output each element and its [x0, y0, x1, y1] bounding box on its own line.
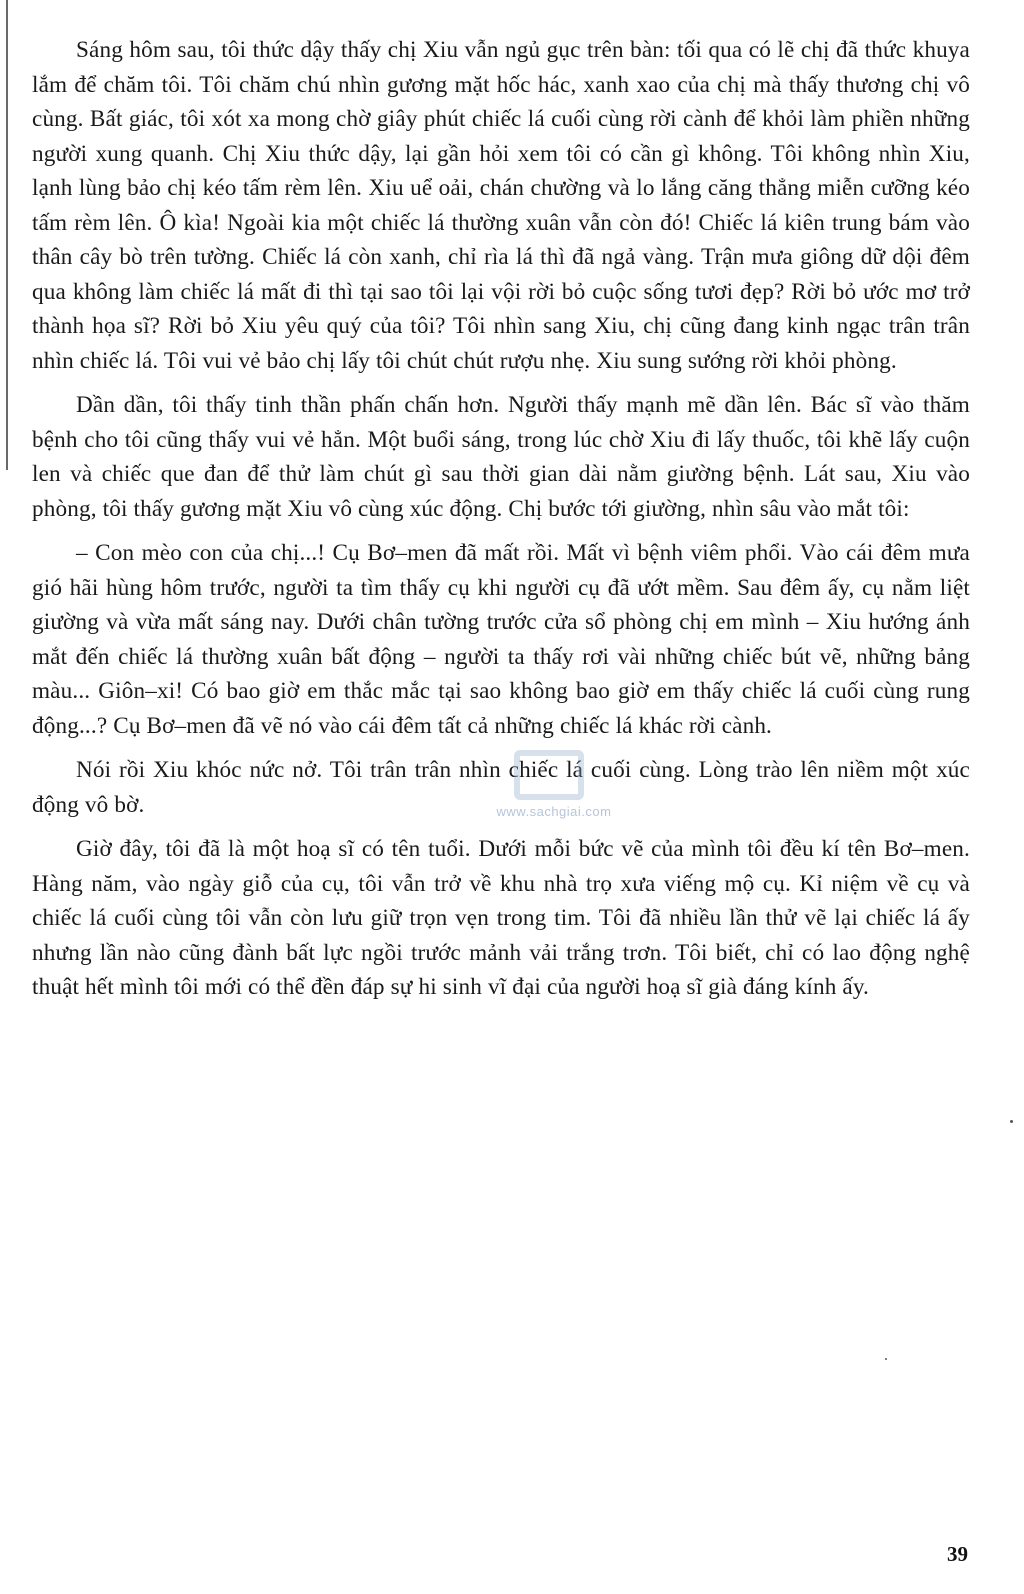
left-margin-rule: [6, 0, 8, 470]
paragraph-2: Dần dần, tôi thấy tinh thần phấn chấn hơn. Người thấy mạnh mẽ dần lên. Bác sĩ vào thăm bệnh cho tôi cũng thấy vui vẻ hẳn. Một buổi sáng, trong lúc chờ Xiu đi lấy thuốc, tôi khẽ lấy cuộn len và chiếc que đan để thử làm chút gì sau thời gian dài nằm giường bệnh. Lát sau, Xiu vào phòng, tôi thấy gương mặt Xiu vô cùng xúc động. Chị bước tới giường, nhìn sâu vào mắt tôi:: [32, 392, 970, 522]
watermark-text: www.sachgiai.com: [496, 804, 612, 819]
scan-speck: [885, 1358, 887, 1360]
body-text: [32, 33, 970, 1015]
page-number: 39: [947, 1542, 968, 1566]
paragraph-5: Giờ đây, tôi đã là một hoạ sĩ có tên tuổi. Dưới mỗi bức vẽ của mình tôi đều kí tên Bơ–men. Hàng năm, vào ngày giỗ của cụ, tôi vẫn trở về khu nhà trọ xưa viếng mộ cụ. Kỉ niệm về cụ và chiếc lá cuối cùng tôi vẫn còn lưu giữ trọn vẹn trong tim. Tôi đã nhiều lần thử vẽ lại chiếc lá ấy nhưng lần nào cũng đành bất lực ngồi trước mảnh vải trắng trơn. Tôi biết, chỉ có lao động nghệ thuật hết mình tôi mới có thể đền đáp sự hi sinh vĩ đại của người hoạ sĩ già đáng kính ấy.: [32, 836, 970, 1000]
scan-speck: [1010, 1120, 1013, 1123]
paragraph-1: Sáng hôm sau, tôi thức dậy thấy chị Xiu vẫn ngủ gục trên bàn: tối qua có lẽ chị đã thức khuya lắm để chăm tôi. Tôi chăm chú nhìn gương mặt hốc hác, xanh xao của chị mà thấy thương chị vô cùng. Bất giác, tôi xót xa mong chờ giây phút chiếc lá cuối cùng rời cành để khỏi làm phiền những người xung quanh. Chị Xiu thức dậy, lại gần hỏi xem tôi có cần gì không. Tôi không nhìn Xiu, lạnh lùng bảo chị kéo tấm rèm lên. Xiu uể oải, chán chường và lo lắng căng thẳng miễn cưỡng kéo tấm rèm lên. Ô kìa! Ngoài kia một chiếc lá thường xuân vẫn còn đó! Chiếc lá kiên trung bám vào thân cây bò trên tường. Chiếc lá còn xanh, chỉ rìa lá thì đã ngả vàng. Trận mưa giông dữ dội đêm qua không làm chiếc lá mất đi thì tại sao tôi lại vội rời bỏ cuộc sống tươi đẹp? Rời bỏ ước mơ trở thành họa sĩ? Rời bỏ Xiu yêu quý của tôi? Tôi nhìn sang Xiu, chị cũng đang kinh ngạc trân trân nhìn chiếc lá. Tôi vui vẻ bảo chị lấy tôi chút chút rượu nhẹ. Xiu sung sướng rời khỏi phòng.: [32, 37, 970, 374]
paragraph-3-dialogue: – Con mèo con của chị...! Cụ Bơ–men đã mất rồi. Mất vì bệnh viêm phổi. Vào cái đêm mưa gió hãi hùng hôm trước, người ta tìm thấy cụ khi người cụ đã ướt mềm. Sau đêm ấy, cụ nằm liệt giường và vừa mất sáng nay. Dưới chân tường trước cửa sổ phòng chị em mình – Xiu hướng ánh mắt đến chiếc lá thường xuân bất động – người ta thấy rơi vài những chiếc bút vẽ, những bảng màu... Giôn–xi! Có bao giờ em thắc mắc tại sao không bao giờ em thấy chiếc lá cuối cùng rung động...? Cụ Bơ–men đã vẽ nó vào cái đêm tất cả những chiếc lá khác rời cành.: [32, 540, 970, 739]
paragraph-4: Nói rồi Xiu khóc nức nở. Tôi trân trân nhìn chiếc lá cuối cùng. Lòng trào lên niềm một xúc động vô bờ.: [32, 757, 970, 818]
